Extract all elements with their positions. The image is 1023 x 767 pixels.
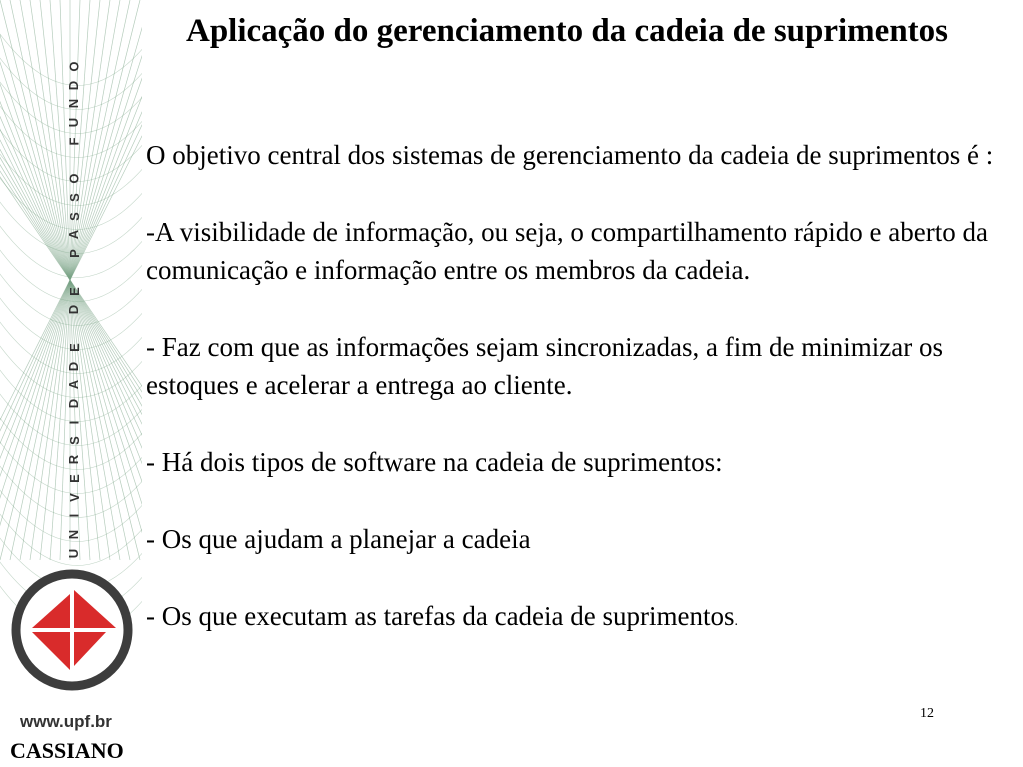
vertical-letter: O bbox=[66, 173, 82, 184]
vertical-letter: A bbox=[66, 380, 82, 390]
author-name: CASSIANO bbox=[10, 738, 124, 763]
vertical-letter: D bbox=[66, 398, 82, 409]
vertical-letter: A bbox=[66, 230, 82, 240]
vertical-letter: N bbox=[66, 529, 82, 540]
vertical-letter: U bbox=[66, 548, 82, 558]
vertical-letter: P bbox=[66, 249, 82, 259]
slide-title: Aplicação do gerenciamento da cadeia de suprimentos bbox=[185, 13, 948, 49]
site-url: www.upf.br bbox=[20, 712, 112, 731]
vertical-letter: E bbox=[66, 473, 82, 483]
vertical-letter: S bbox=[66, 193, 82, 202]
page-number: 12 bbox=[920, 706, 934, 721]
vertical-letter: S bbox=[66, 211, 82, 221]
university-name-vertical bbox=[54, 60, 94, 560]
vertical-letter: O bbox=[66, 61, 82, 72]
vertical-letter: N bbox=[66, 99, 82, 109]
vertical-letter: I bbox=[66, 420, 82, 424]
vertical-letter: D bbox=[66, 361, 82, 371]
vertical-letter bbox=[68, 327, 81, 331]
sub-item-execution-end: . bbox=[734, 614, 739, 629]
slide-body bbox=[146, 136, 1016, 641]
sub-item-planning: - Os que ajudam a planejar a cadeia bbox=[146, 524, 531, 554]
upf-logo-icon bbox=[10, 568, 134, 692]
vertical-letter: E bbox=[66, 342, 82, 352]
bullet-software-types: - Há dois tipos de software na cadeia de suprimentos: bbox=[146, 447, 723, 477]
vertical-letter: D bbox=[66, 80, 82, 90]
bullet-visibility: -A visibilidade de informação, ou seja, o compartilhamento rápido e aberto da comunicação e informação entre os membros da cadeia. bbox=[146, 217, 988, 285]
intro-text: O objetivo central dos sistemas de gerenciamento da cadeia de suprimentos é : bbox=[146, 140, 994, 170]
bullet-synchronization: - Faz com que as informações sejam sincronizadas, a fim de minimizar os estoques e acelerar a entrega ao cliente. bbox=[146, 332, 943, 400]
vertical-letter: R bbox=[66, 454, 82, 465]
vertical-letter: D bbox=[66, 305, 82, 315]
vertical-letter: V bbox=[66, 492, 82, 502]
vertical-letter bbox=[68, 271, 81, 275]
vertical-letter bbox=[68, 158, 81, 162]
vertical-letter: F bbox=[66, 137, 82, 146]
sidebar-decoration bbox=[0, 0, 142, 767]
sub-item-execution bbox=[146, 597, 1016, 641]
sub-item-execution-text: - Os que executam as tarefas da cadeia de suprimentos bbox=[146, 601, 735, 631]
vertical-letter: U bbox=[66, 117, 82, 128]
vertical-letter: S bbox=[66, 436, 82, 446]
vertical-letter: I bbox=[66, 513, 82, 518]
vertical-letter: E bbox=[66, 286, 82, 296]
